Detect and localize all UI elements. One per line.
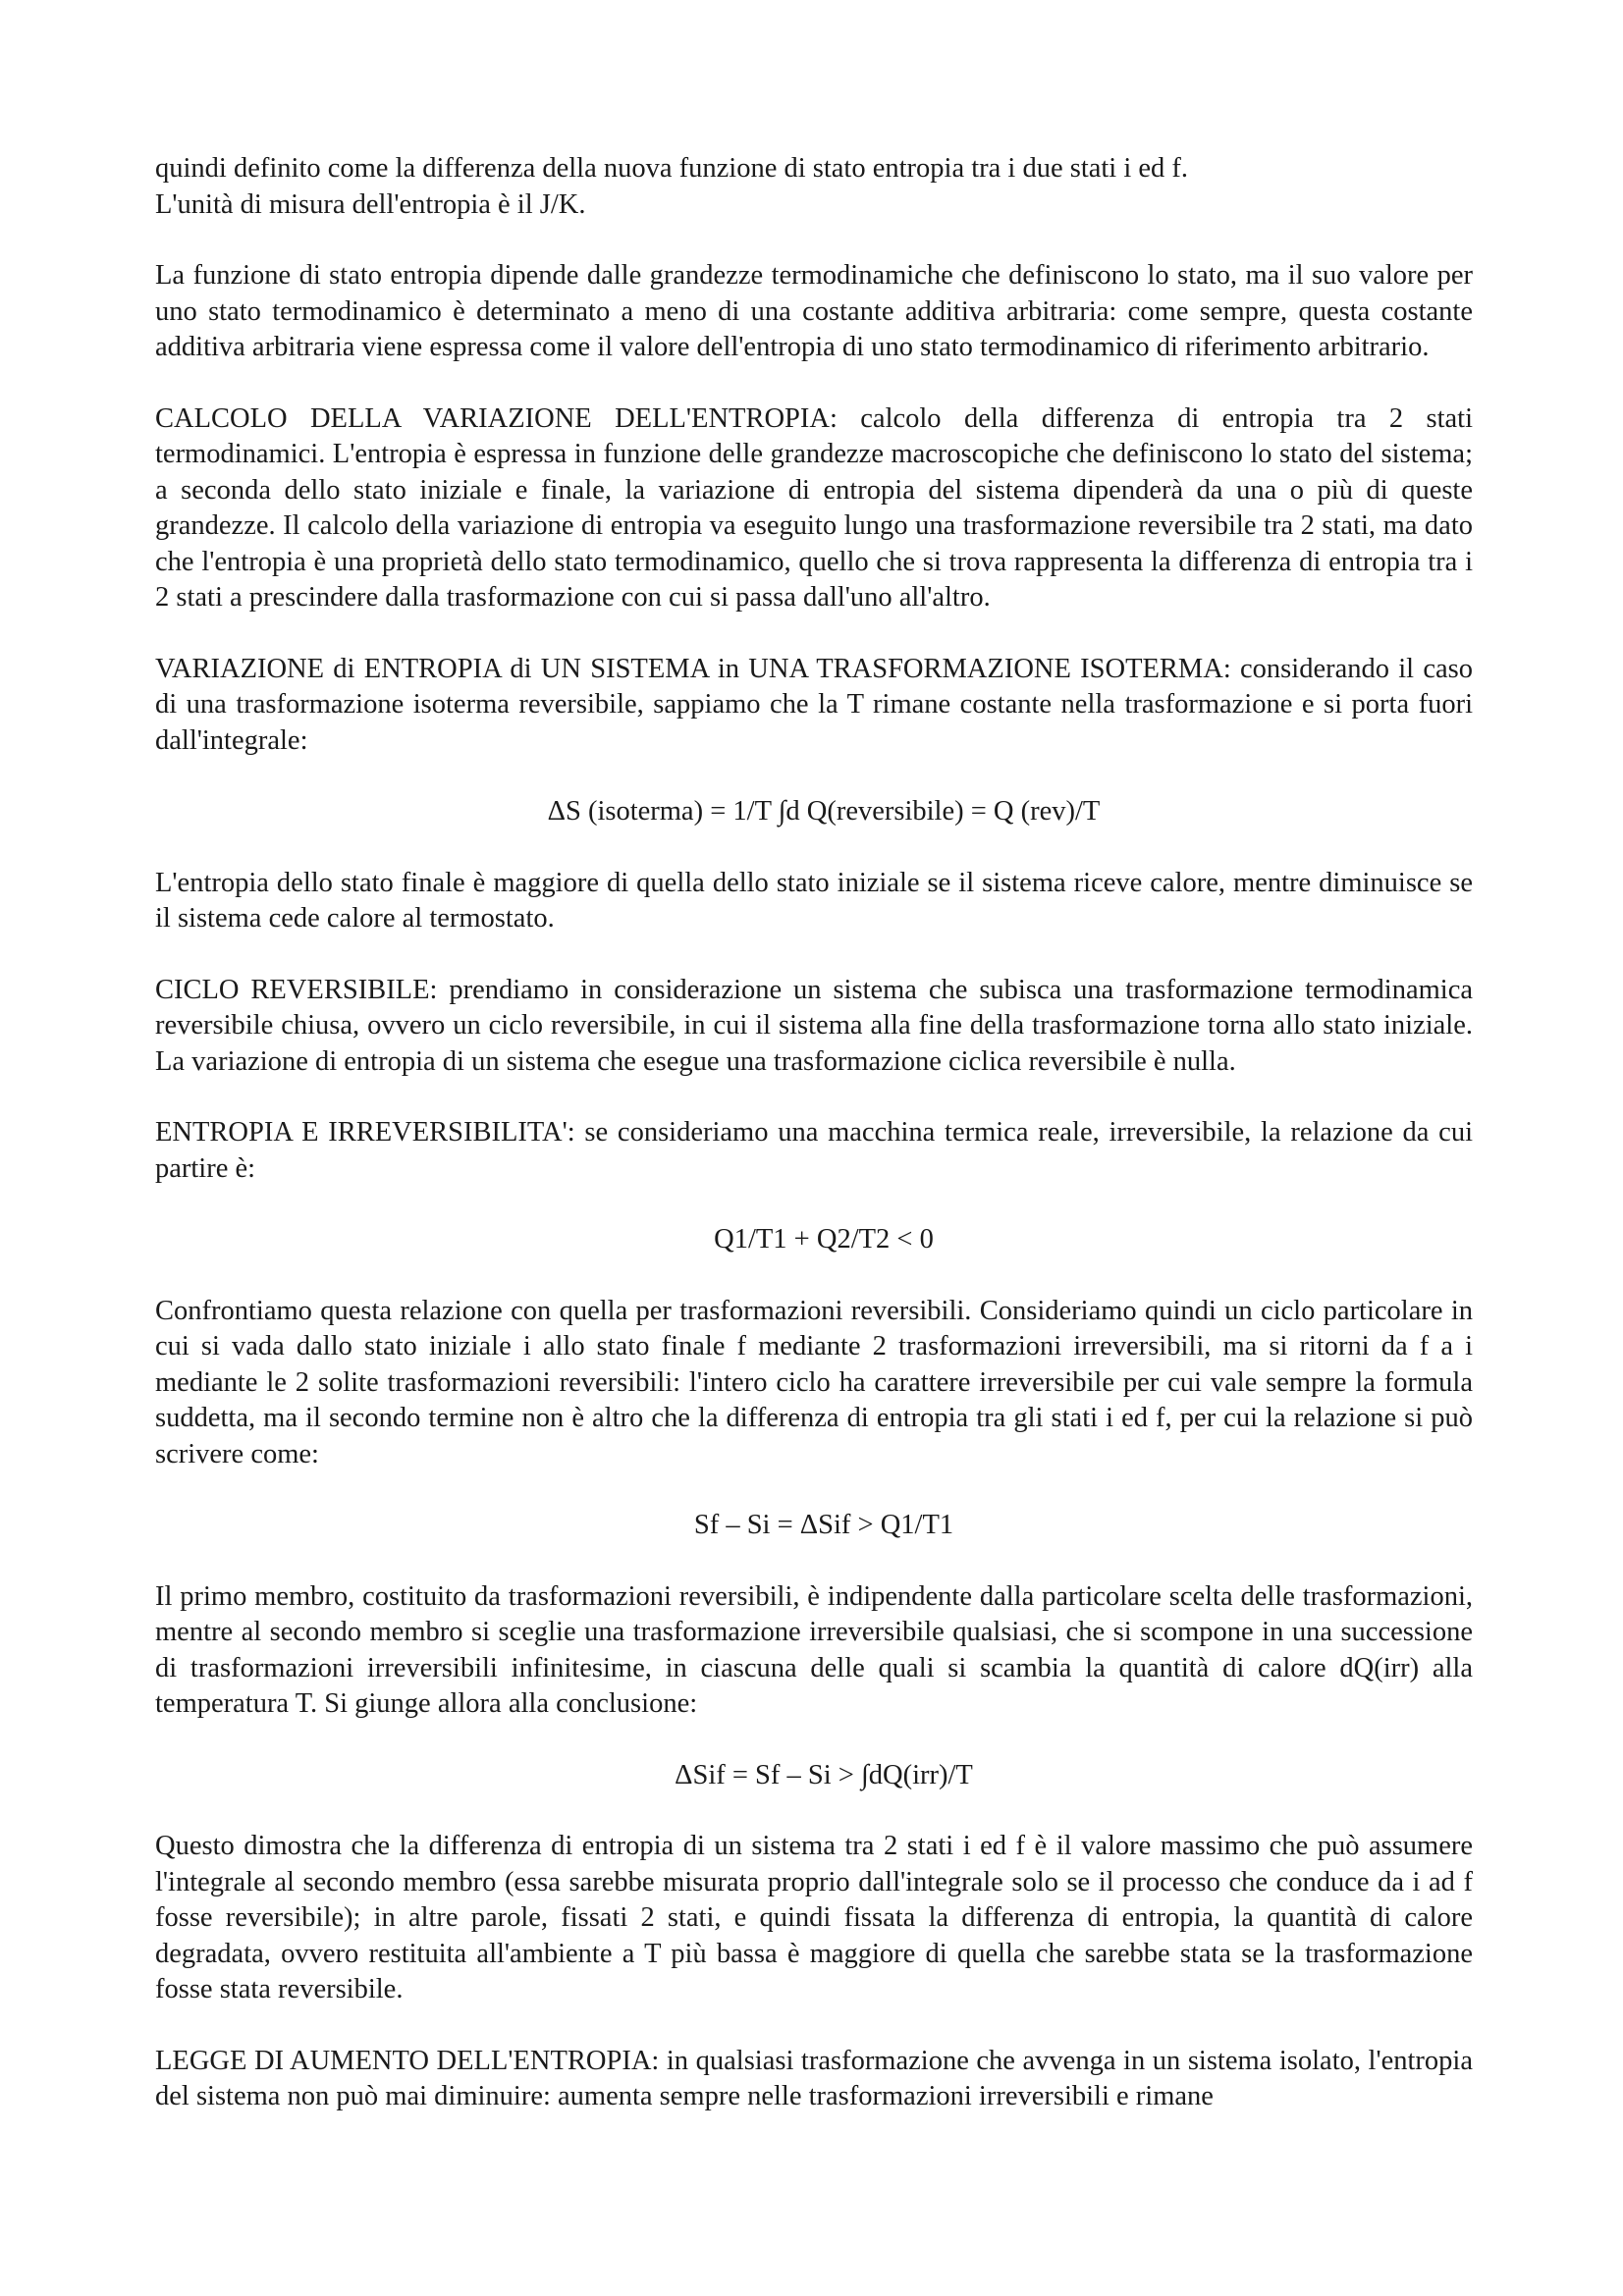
state-function-paragraph: La funzione di stato entropia dipende dalle grandezze termodinamiche che definiscono lo stato, ma il suo valore per uno stato termodinamico è determinato a meno di una costante additiva arbitraria: come sempre, questa costante additiva arbitraria viene espressa come il valore dell'entropia di uno stato termodinamico di riferimento arbitrario. [155,260,1473,362]
legge-aumento-paragraph: LEGGE DI AUMENTO DELL'ENTROPIA: in qualsiasi trasformazione che avvenga in un sistema isolato, l'entropia del sistema non può mai diminuire: aumenta sempre nelle trasformazioni irreversibili e rimane [155,2045,1473,2111]
isoterma-paragraph: VARIAZIONE di ENTROPIA di UN SISTEMA in UNA TRASFORMAZIONE ISOTERMA: considerando il caso di una trasformazione isoterma reversibile, sappiamo che la T rimane costante nella trasformazione e si porta fuori dall'integrale: [155,653,1473,756]
document-page [155,151,1473,2115]
intro-line-2: L'unità di misura dell'entropia è il J/K. [155,188,586,220]
isoterma-equation: ΔS (isoterma) = 1/T ∫d Q(reversibile) = Q (rev)/T [547,796,1101,827]
ciclo-reversibile-paragraph: CICLO REVERSIBILE: prendiamo in considerazione un sistema che subisca una trasformazione termodinamica reversibile chiusa, ovvero un ciclo reversibile, in cui il sistema alla fine della trasformazione torna allo stato iniziale. La variazione di entropia di un sistema che esegue una trasformazione ciclica reversibile è nulla. [155,974,1473,1077]
isoterma-after-paragraph: L'entropia dello stato finale è maggiore di quella dello stato iniziale se il sistema riceve calore, mentre diminuisce se il sistema cede calore al termostato. [155,867,1473,934]
dimostra-paragraph: Questo dimostra che la differenza di entropia di un sistema tra 2 stati i ed f è il valore massimo che può assumere l'integrale al secondo membro (essa sarebbe misurata proprio dall'integrale solo se il processo che conduce da i ad f fosse reversibile); in altre parole, fissati 2 stati, e quindi fissata la differenza di entropia, la quantità di calore degradata, ovvero restituita all'ambiente a T più bassa è maggiore di quella che sarebbe stata se la trasformazione fosse stata reversibile. [155,1831,1473,2004]
primo-membro-paragraph: Il primo membro, costituito da trasformazioni reversibili, è indipendente dalla particolare scelta delle trasformazioni, mentre al secondo membro si sceglie una trasformazione irreversibile qualsiasi, che si scompone in una successione di trasformazioni irreversibili infinitesime, in ciascuna delle quali si scambia la quantità di calore dQ(irr) alla temperatura T. Si giunge allora alla conclusione: [155,1580,1473,1719]
confronto-paragraph: Confrontiamo questa relazione con quella per trasformazioni reversibili. Consideriamo quindi un ciclo particolare in cui si vada dallo stato iniziale i allo stato finale f mediante 2 trasformazioni irreversibili, ma si ritorni da f a i mediante le 2 solite trasformazioni reversibili: l'intero ciclo ha carattere irreversibile per cui vale sempre la formula suddetta, ma il secondo termine non è altro che la differenza di entropia tra gli stati i ed f, per cui la relazione si può scrivere come: [155,1295,1473,1469]
irreversibilita-paragraph: ENTROPIA E IRREVERSIBILITA': se consideriamo una macchina termica reale, irreversibile, la relazione da cui partire è: [155,1117,1473,1184]
intro-line-1: quindi definito come la differenza della nuova funzione di stato entropia tra i due stati i ed f. [155,153,1189,184]
irreversibilita-equation: Q1/T1 + Q2/T2 < 0 [714,1224,934,1255]
confronto-equation: Sf – Si = ΔSif > Q1/T1 [693,1510,954,1540]
intro-paragraph [155,151,1473,223]
primo-membro-equation: ΔSif = Sf – Si > ∫dQ(irr)/T [675,1759,973,1790]
calcolo-paragraph: CALCOLO DELLA VARIAZIONE DELL'ENTROPIA: calcolo della differenza di entropia tra 2 stati termodinamici. L'entropia è espressa in funzione delle grandezze macroscopiche che definiscono lo stato del sistema; a seconda dello stato iniziale e finale, la variazione di entropia del sistema dipenderà da una o più di queste grandezze. Il calcolo della variazione di entropia va eseguito lungo una trasformazione reversibile tra 2 stati, ma dato che l'entropia è una proprietà dello stato termodinamico, quello che si trova rappresenta la differenza di entropia tra i 2 stati a prescindere dalla trasformazione con cui si passa dall'uno all'altro. [155,402,1473,613]
